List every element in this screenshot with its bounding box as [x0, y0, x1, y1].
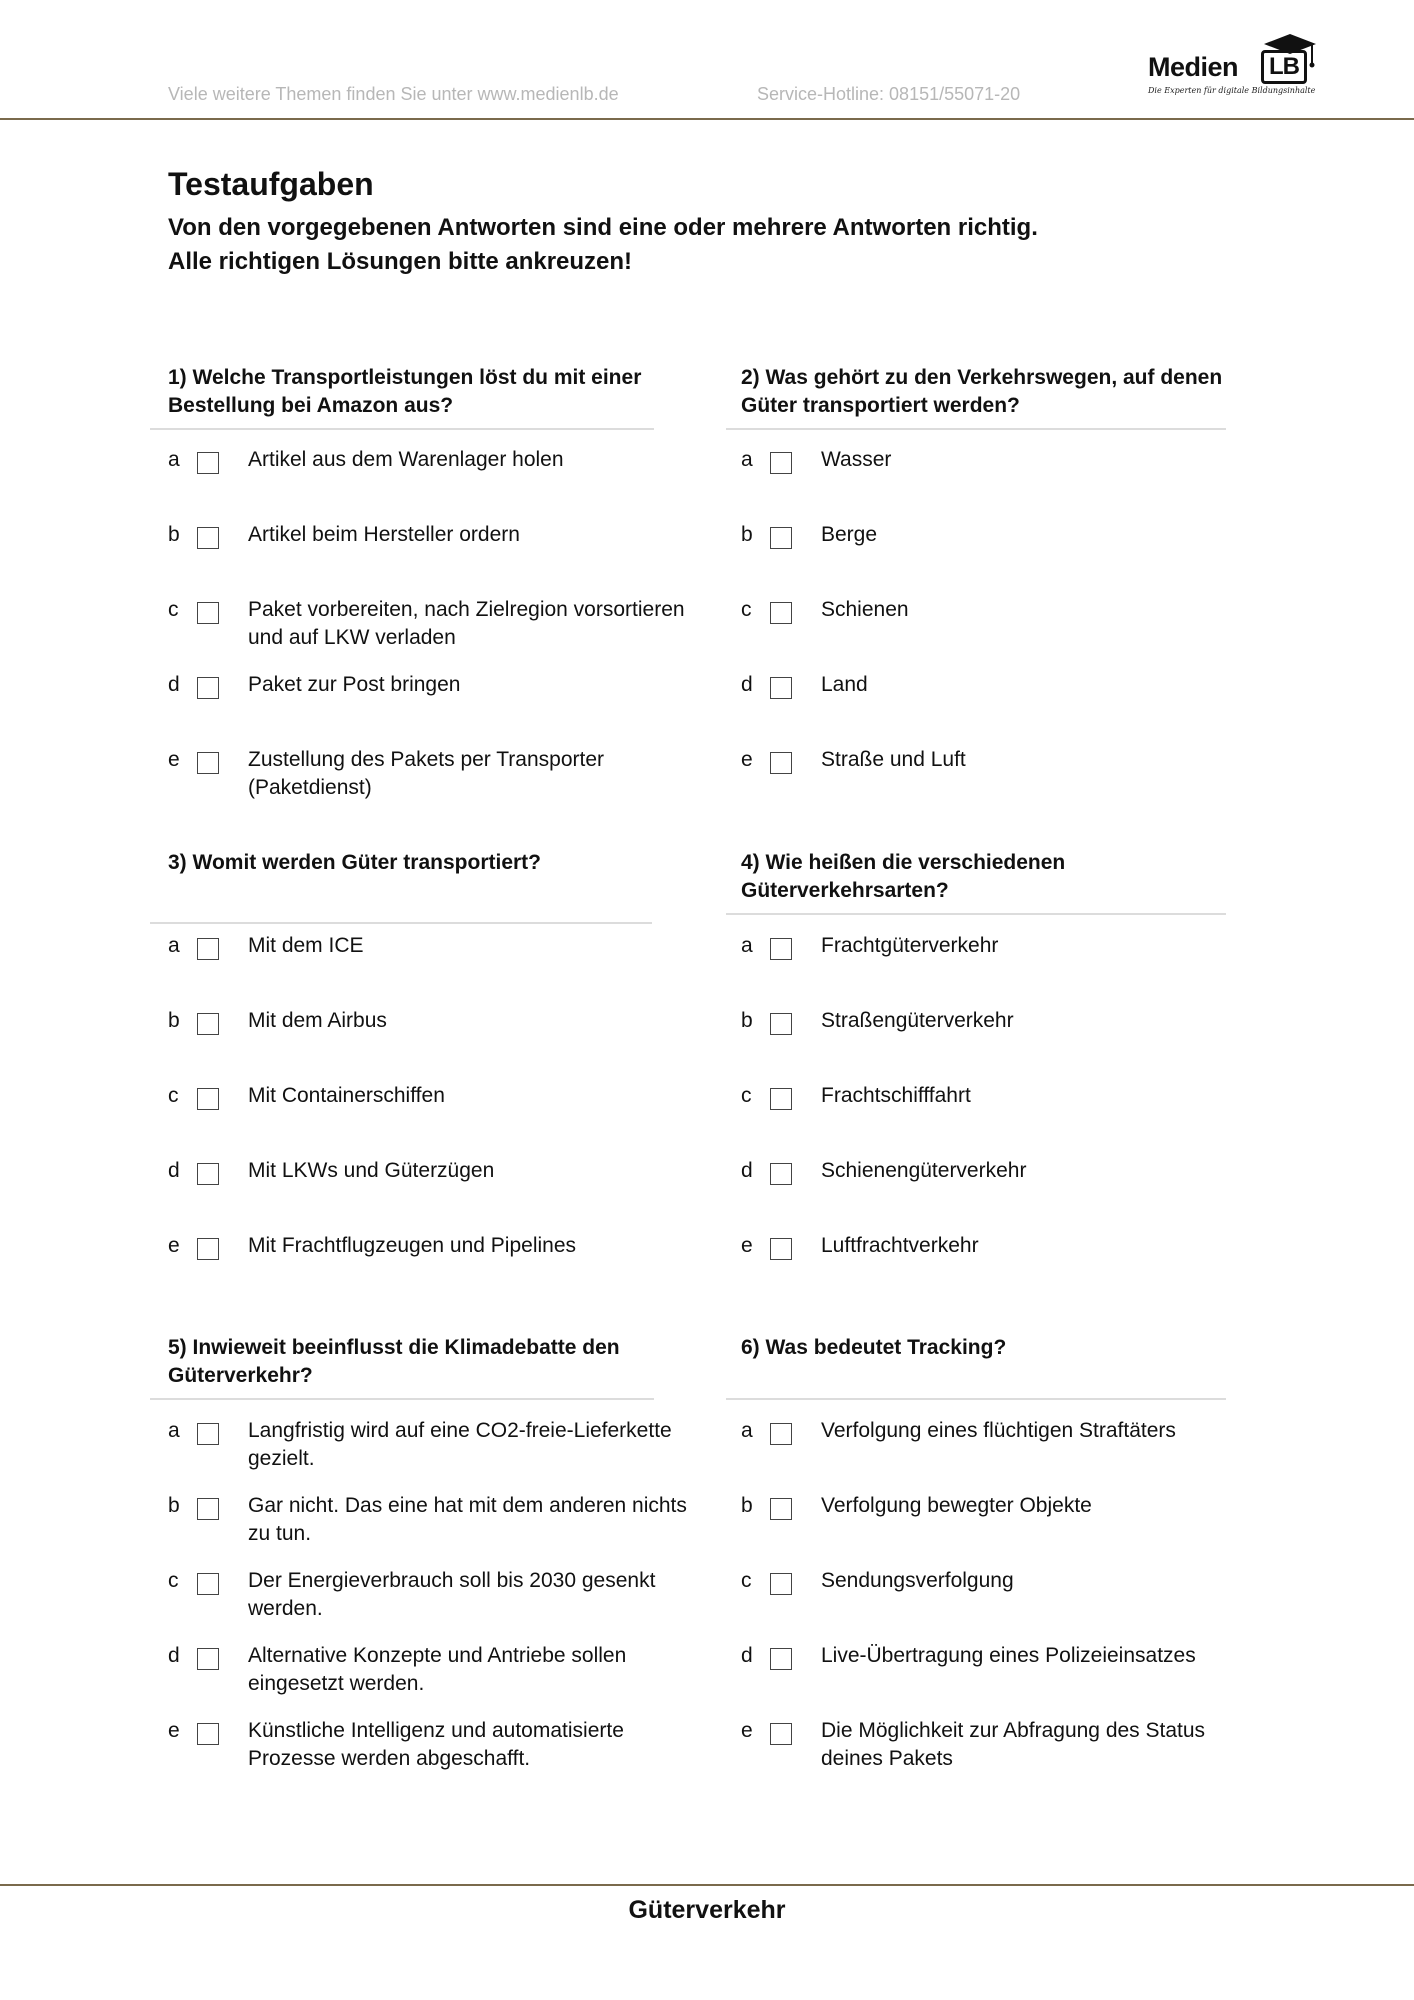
question-divider — [726, 913, 1226, 915]
answer-checkbox[interactable] — [770, 1573, 792, 1595]
option-letter: b — [168, 523, 180, 546]
answer-checkbox[interactable] — [197, 527, 219, 549]
question-title: 1) Welche Transportleistungen löst du mit einer Bestellung bei Amazon aus? — [168, 366, 642, 417]
option-text: Frachtgüterverkehr — [821, 934, 999, 957]
answer-checkbox[interactable] — [770, 752, 792, 774]
option-text: Frachtschifffahrt — [821, 1084, 971, 1107]
question-1 — [168, 364, 668, 420]
question-title: 3) Womit werden Güter transportiert? — [168, 851, 541, 874]
medienlb-logo — [1140, 30, 1320, 102]
option-letter: c — [168, 598, 179, 621]
option-letter: c — [741, 1569, 752, 1592]
question-3 — [168, 849, 668, 877]
question-5 — [168, 1334, 668, 1390]
option-text: Alternative Konzepte und Antriebe sollen eingesetzt werden. — [248, 1644, 627, 1695]
answer-checkbox[interactable] — [770, 452, 792, 474]
option-letter: e — [168, 748, 180, 771]
header-divider — [0, 118, 1414, 120]
answer-checkbox[interactable] — [197, 1498, 219, 1520]
option-letter: c — [168, 1084, 179, 1107]
logo-tagline: Die Experten für digitale Bildungsinhalte — [1148, 86, 1316, 95]
option-text: Mit dem Airbus — [248, 1009, 387, 1032]
option-letter: c — [741, 1084, 752, 1107]
answer-checkbox[interactable] — [197, 602, 219, 624]
question-4 — [741, 849, 1241, 905]
answer-checkbox[interactable] — [770, 1238, 792, 1260]
option-text: Land — [821, 673, 868, 696]
option-letter: b — [741, 1494, 753, 1517]
option-text: Zustellung des Pakets per Transporter (Paketdienst) — [248, 748, 605, 799]
answer-checkbox[interactable] — [770, 677, 792, 699]
question-title: 5) Inwieweit beeinflusst die Klimadebatte den Güterverkehr? — [168, 1336, 620, 1387]
option-letter: d — [168, 673, 180, 696]
answer-checkbox[interactable] — [197, 1163, 219, 1185]
answer-checkbox[interactable] — [770, 1163, 792, 1185]
option-letter: b — [741, 1009, 753, 1032]
answer-checkbox[interactable] — [770, 1723, 792, 1745]
option-text: Künstliche Intelligenz und automatisierte Prozesse werden abgeschafft. — [248, 1719, 624, 1770]
answer-checkbox[interactable] — [197, 452, 219, 474]
header-website-text: Viele weitere Themen finden Sie unter www.medienlb.de — [168, 84, 619, 104]
answer-checkbox[interactable] — [770, 1088, 792, 1110]
option-letter: e — [741, 1719, 753, 1742]
instruction-line-2: Alle richtigen Lösungen bitte ankreuzen! — [168, 248, 633, 275]
option-letter: a — [741, 1419, 753, 1442]
option-text: Wasser — [821, 448, 892, 471]
option-text: Der Energieverbrauch soll bis 2030 gesenkt werden. — [248, 1569, 656, 1620]
instruction-line-1: Von den vorgegebenen Antworten sind eine oder mehrere Antworten richtig. — [168, 214, 1038, 241]
option-text: Paket vorbereiten, nach Zielregion vorsortieren und auf LKW verladen — [248, 598, 685, 649]
question-divider — [150, 428, 654, 430]
option-text: Schienengüterverkehr — [821, 1159, 1027, 1182]
option-letter: d — [741, 1644, 753, 1667]
answer-checkbox[interactable] — [197, 752, 219, 774]
answer-checkbox[interactable] — [770, 527, 792, 549]
option-text: Verfolgung eines flüchtigen Straftäters — [821, 1419, 1176, 1442]
option-letter: d — [741, 673, 753, 696]
answer-checkbox[interactable] — [197, 677, 219, 699]
answer-checkbox[interactable] — [770, 602, 792, 624]
answer-checkbox[interactable] — [197, 1573, 219, 1595]
option-text: Luftfrachtverkehr — [821, 1234, 979, 1257]
option-text: Mit Containerschiffen — [248, 1084, 445, 1107]
option-letter: e — [741, 748, 753, 771]
footer-divider — [0, 1884, 1414, 1886]
option-text: Straßengüterverkehr — [821, 1009, 1014, 1032]
option-letter: e — [168, 1719, 180, 1742]
option-letter: c — [741, 598, 752, 621]
answer-checkbox[interactable] — [197, 1088, 219, 1110]
option-letter: d — [168, 1644, 180, 1667]
option-letter: b — [741, 523, 753, 546]
option-text: Straße und Luft — [821, 748, 966, 771]
answer-checkbox[interactable] — [197, 1423, 219, 1445]
option-letter: b — [168, 1009, 180, 1032]
option-text: Paket zur Post bringen — [248, 673, 461, 696]
option-letter: a — [168, 1419, 180, 1442]
option-letter: a — [741, 448, 753, 471]
question-divider — [150, 922, 652, 924]
answer-checkbox[interactable] — [770, 1013, 792, 1035]
option-text: Berge — [821, 523, 878, 546]
question-divider — [726, 1398, 1226, 1400]
option-text: Mit Frachtflugzeugen und Pipelines — [248, 1234, 577, 1257]
option-text: Langfristig wird auf eine CO2-freie-Lieferkette gezielt. — [248, 1419, 672, 1470]
answer-checkbox[interactable] — [770, 1423, 792, 1445]
answer-checkbox[interactable] — [197, 1013, 219, 1035]
logo-badge: LB — [1261, 50, 1307, 84]
option-text: Sendungsverfolgung — [821, 1569, 1014, 1592]
answer-checkbox[interactable] — [197, 1238, 219, 1260]
question-title: 2) Was gehört zu den Verkehrswegen, auf denen Güter transportiert werden? — [741, 366, 1223, 417]
option-letter: e — [168, 1234, 180, 1257]
option-text: Gar nicht. Das eine hat mit dem anderen nichts zu tun. — [248, 1494, 687, 1545]
header-hotline-text: Service-Hotline: 08151/55071-20 — [757, 84, 1021, 104]
option-text: Verfolgung bewegter Objekte — [821, 1494, 1092, 1517]
option-letter: a — [168, 934, 180, 957]
answer-checkbox[interactable] — [770, 938, 792, 960]
option-text: Live-Übertragung eines Polizeieinsatzes — [821, 1644, 1196, 1667]
question-title: 4) Wie heißen die verschiedenen Güterverkehrsarten? — [741, 851, 1066, 902]
footer-title: Güterverkehr — [628, 1896, 786, 1924]
question-divider — [150, 1398, 654, 1400]
option-text: Schienen — [821, 598, 909, 621]
option-text: Artikel aus dem Warenlager holen — [248, 448, 564, 471]
question-6 — [741, 1334, 1241, 1362]
option-letter: a — [168, 448, 180, 471]
option-letter: d — [741, 1159, 753, 1182]
answer-checkbox[interactable] — [197, 1648, 219, 1670]
option-letter: a — [741, 934, 753, 957]
answer-checkbox[interactable] — [197, 1723, 219, 1745]
answer-checkbox[interactable] — [197, 938, 219, 960]
option-letter: c — [168, 1569, 179, 1592]
question-divider — [726, 428, 1226, 430]
option-text: Mit dem ICE — [248, 934, 364, 957]
option-letter: d — [168, 1159, 180, 1182]
option-text: Die Möglichkeit zur Abfragung des Status deines Pakets — [821, 1719, 1206, 1770]
answer-checkbox[interactable] — [770, 1498, 792, 1520]
option-text: Artikel beim Hersteller ordern — [248, 523, 520, 546]
answer-checkbox[interactable] — [770, 1648, 792, 1670]
option-text: Mit LKWs und Güterzügen — [248, 1159, 495, 1182]
question-2 — [741, 364, 1241, 420]
page-title: Testaufgaben — [168, 166, 374, 202]
option-letter: e — [741, 1234, 753, 1257]
logo-word: Medien — [1148, 52, 1239, 82]
option-letter: b — [168, 1494, 180, 1517]
question-title: 6) Was bedeutet Tracking? — [741, 1336, 1007, 1359]
